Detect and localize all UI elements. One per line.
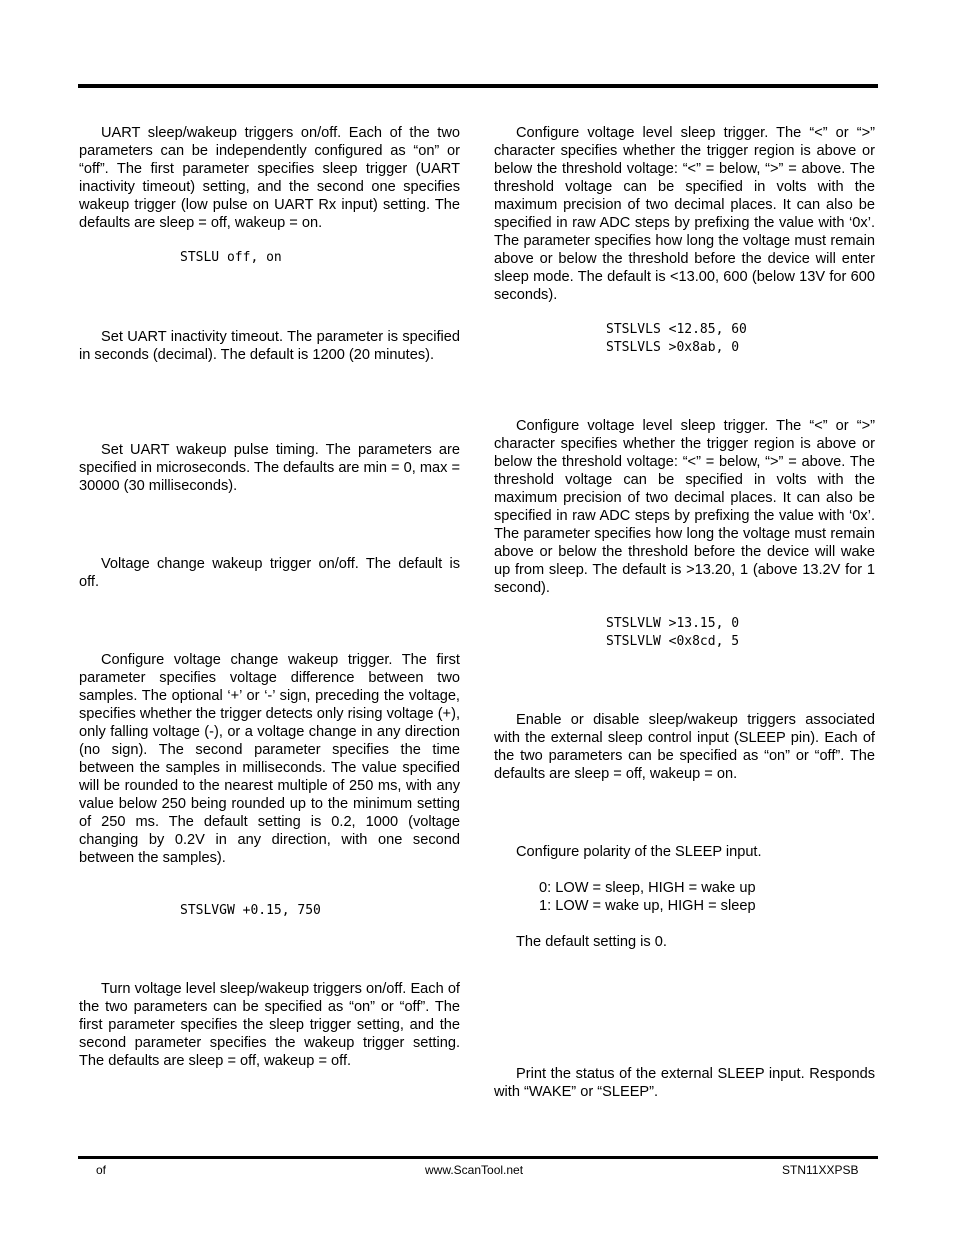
footer-website: www.ScanTool.net xyxy=(425,1163,524,1177)
stslxp-default: The default setting is 0. xyxy=(516,934,667,950)
stslxp-option-1: 1: LOW = wake up, HIGH = sleep xyxy=(539,898,756,914)
stslvgw-description: Configure voltage change wakeup trigger. The first parameter specifies voltage difference between two samples. The optional ‘+’ or ‘-’ sign, preceding the voltage, specifies whether the trigger detects only rising voltage (+), only falling voltage (-), or a voltage change in any direction (no sign). The second parameter specifies the time between the samples in milliseconds. The value specified will be rounded to the nearest multiple of 250 ms, with any value below 250 being rounded up to the minimum setting of 250 ms. The default setting is 0.2, 1000 (voltage changing by 0.2V in any direction, with one second between the samples). xyxy=(79,652,460,866)
stslvlw-example-1: STSLVLW >13.15, 0 xyxy=(606,616,740,631)
stslvg-description: Voltage change wakeup trigger on/off. The default is off. xyxy=(79,556,460,590)
stslvlw-example-2: STSLVLW <0x8cd, 5 xyxy=(606,634,740,649)
footer-doc-id: STN11XXPSB xyxy=(782,1163,859,1177)
header-rule xyxy=(78,84,878,88)
stslvgw-example: STSLVGW +0.15, 750 xyxy=(180,903,321,918)
stslvls-example-2: STSLVLS >0x8ab, 0 xyxy=(606,340,740,355)
stslxs-description: Print the status of the external SLEEP input. Responds with “WAKE” or “SLEEP”. xyxy=(494,1066,875,1100)
footer-rule xyxy=(78,1156,878,1159)
footer-page-number: of xyxy=(96,1163,107,1177)
stslxp-option-0: 0: LOW = sleep, HIGH = wake up xyxy=(539,880,756,896)
stslx-description: Enable or disable sleep/wakeup triggers associated with the external sleep control input (SLEEP pin). Each of the two parameters can be specified as “on” or “off”. The defaults are sleep = off, wakeup = on. xyxy=(494,712,875,782)
stsluwp-description: Set UART wakeup pulse timing. The parameters are specified in microseconds. The defaults are min = 0, max = 30000 (30 milliseconds). xyxy=(79,442,460,494)
stslvlw-description: Configure voltage level sleep trigger. The “<” or “>” character specifies whether the trigger region is above or below the threshold voltage: “<” = below, “>” = above. The threshold voltage can be specified in volts with the maximum precision of two decimal places. It can also be specified in raw ADC steps by prefixing the value with ‘0x’. The parameter specifies how long the voltage must remain above or below the threshold before the device will wake up from sleep. The default is >13.20, 1 (above 13.2V for 1 second). xyxy=(494,418,875,596)
stsluit-description: Set UART inactivity timeout. The parameter is specified in seconds (decimal). The default is 1200 (20 minutes). xyxy=(79,329,460,363)
stslvl-description: Turn voltage level sleep/wakeup triggers on/off. Each of the two parameters can be specified as “on” or “off”. The first parameter specifies the sleep trigger setting, and the second parameter specifies the wakeup trigger setting. The defaults are sleep = off, wakeup = off. xyxy=(79,981,460,1069)
stslu-description: UART sleep/wakeup triggers on/off. Each of the two parameters can be independently configured as “on” or “off”. The first parameter specifies sleep trigger (UART inactivity timeout) setting, and the second one specifies wakeup trigger (low pulse on UART Rx input) setting. The defaults are sleep = off, wakeup = on. xyxy=(79,125,460,231)
stslu-example: STSLU off, on xyxy=(180,250,282,265)
stslxp-description: Configure polarity of the SLEEP input. xyxy=(516,844,762,860)
stslvls-description: Configure voltage level sleep trigger. The “<” or “>” character specifies whether the trigger region is above or below the threshold voltage: “<” = below, “>” = above. The threshold voltage can be specified in volts with the maximum precision of two decimal places. It can also be specified in raw ADC steps by prefixing the value with ‘0x’. The parameter specifies how long the voltage must remain above or below the threshold before the device will enter sleep mode. The default is <13.00, 600 (below 13V for 600 seconds). xyxy=(494,125,875,303)
stslvls-example-1: STSLVLS <12.85, 60 xyxy=(606,322,747,337)
